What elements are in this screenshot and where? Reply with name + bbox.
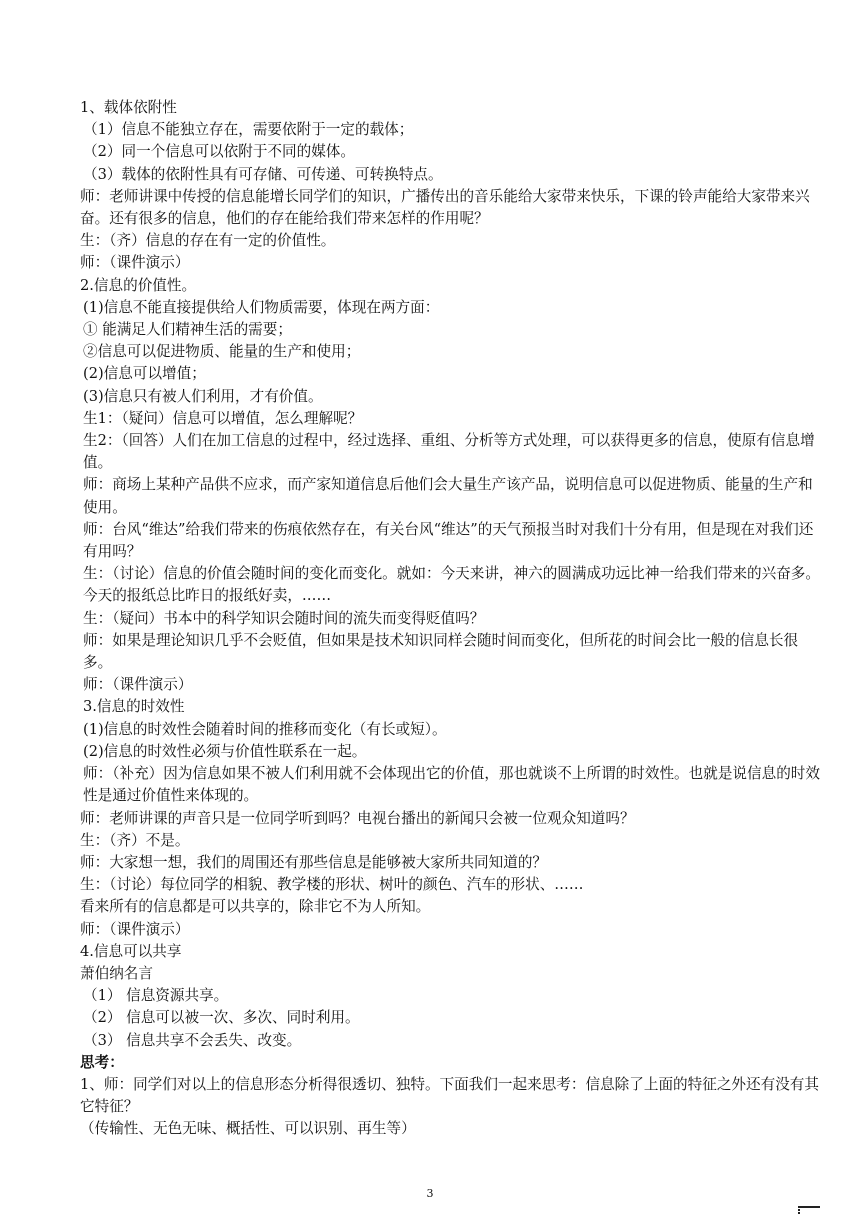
quote-line: 萧伯纳名言	[80, 964, 153, 982]
student-paragraph: 生2：（回答）人们在加工信息的过程中，经过选择、重组、分析等方式处理，可以获得更多的信息，使原有信息增值。	[83, 432, 815, 472]
teacher-paragraph: 师：商场上某种产品供不应求，而产家知道信息后他们会大量生产该产品，说明信息可以促进物质、能量的生产和使用。	[83, 476, 813, 516]
student-line: 生：（齐）不是。	[80, 831, 190, 849]
list-item: (3)信息只有被人们利用，才有价值。	[83, 387, 323, 405]
teacher-paragraph: 师：如果是理论知识几乎不会贬值，但如果是技术知识同样会随时间而变化，但所花的时间会比一般的信息长很多。	[83, 631, 799, 672]
list-item: (2)信息可以增值；	[83, 365, 206, 383]
list-item: (1)信息不能直接提供给人们物质需要，体现在两方面：	[83, 298, 440, 316]
teacher-paragraph: 师：（补充）因为信息如果不被人们利用就不会体现出它的价值，那也就谈不上所谓的时效性。也就是说信息的时效性是通过价值性来体现的。	[83, 765, 820, 805]
list-item: （1） 信息资源共享。	[83, 987, 229, 1005]
teacher-line: 师：（课件演示）	[83, 676, 193, 694]
list-item: (1)信息的时效性会随着时间的推移而变化（有长或短）。	[83, 720, 447, 738]
student-paragraph: 生：（讨论）信息的价值会随时间的变化而变化。就如：今天来讲，神六的圆满成功远比神一给我们带来的兴奋多。今天的报纸总比昨日的报纸好卖，……	[83, 565, 820, 605]
answer-line: （传输性、无色无味、概括性、可以识别、再生等）	[80, 1120, 416, 1138]
summary-line: 看来所有的信息都是可以共享的，除非它不为人所知。	[80, 898, 431, 916]
list-item: （1）信息不能独立存在，需要依附于一定的载体；	[83, 121, 414, 139]
list-item: （3） 信息共享不会丢失、改变。	[83, 1031, 302, 1049]
list-item: ① 能满足人们精神生活的需要；	[83, 321, 292, 339]
list-item: （2） 信息可以被一次、多次、同时利用。	[83, 1009, 360, 1027]
teacher-line: 师：老师讲课的声音只是一位同学听到吗？电视台播出的新闻只会被一位观众知道吗？	[80, 809, 635, 827]
teacher-line: 师：大家想一想，我们的周围还有那些信息是能够被大家所共同知道的？	[80, 853, 548, 871]
corner-mark	[798, 1206, 820, 1214]
page-number: 3	[426, 1187, 434, 1200]
list-item: （3）载体的依附性具有可存储、可传递、可转换特点。	[83, 165, 443, 183]
teacher-line: 师：（课件演示）	[80, 254, 190, 272]
student-line: 生：（齐）信息的存在有一定的价值性。	[80, 232, 336, 250]
teacher-paragraph: 师：台风“维达”给我们带来的伤痕依然存在，有关台风“维达”的天气预报当时对我们十分有用，但是现在对我们还有用吗？	[83, 520, 814, 561]
student-line: 生：（疑问）书本中的科学知识会随时间的流失而变得贬值吗？	[83, 609, 485, 627]
list-item: （2）同一个信息可以依附于不同的媒体。	[83, 143, 355, 161]
heading-carrier-dependence: 1、载体依附性	[80, 99, 177, 116]
heading-thinking: 思考：	[80, 1053, 124, 1071]
heading-sharing: 4.信息可以共享	[80, 942, 182, 960]
heading-timeliness: 3.信息的时效性	[83, 698, 185, 716]
student-line: 生1：（疑问）信息可以增值，怎么理解呢？	[83, 409, 363, 427]
teacher-line: 师：（课件演示）	[80, 920, 190, 938]
teacher-paragraph: 师：老师讲课中传授的信息能增长同学们的知识，广播传出的音乐能给大家带来快乐，下课的铃声能给大家带来兴奋。还有很多的信息，他们的存在能给我们带来怎样的作用呢？	[80, 187, 810, 228]
teacher-paragraph: 1、师：同学们对以上的信息形态分析得很透切、独特。下面我们一起来思考：信息除了上面的特征之外还有没有其它特征？	[80, 1075, 819, 1116]
document-body	[80, 97, 825, 1141]
student-line: 生：（讨论）每位同学的相貌、教学楼的形状、树叶的颜色、汽车的形状、……	[80, 876, 584, 894]
list-item: ②信息可以促进物质、能量的生产和使用；	[83, 343, 361, 361]
heading-value: 2.信息的价值性。	[80, 276, 197, 294]
list-item: (2)信息的时效性必须与价值性联系在一起。	[83, 742, 367, 760]
